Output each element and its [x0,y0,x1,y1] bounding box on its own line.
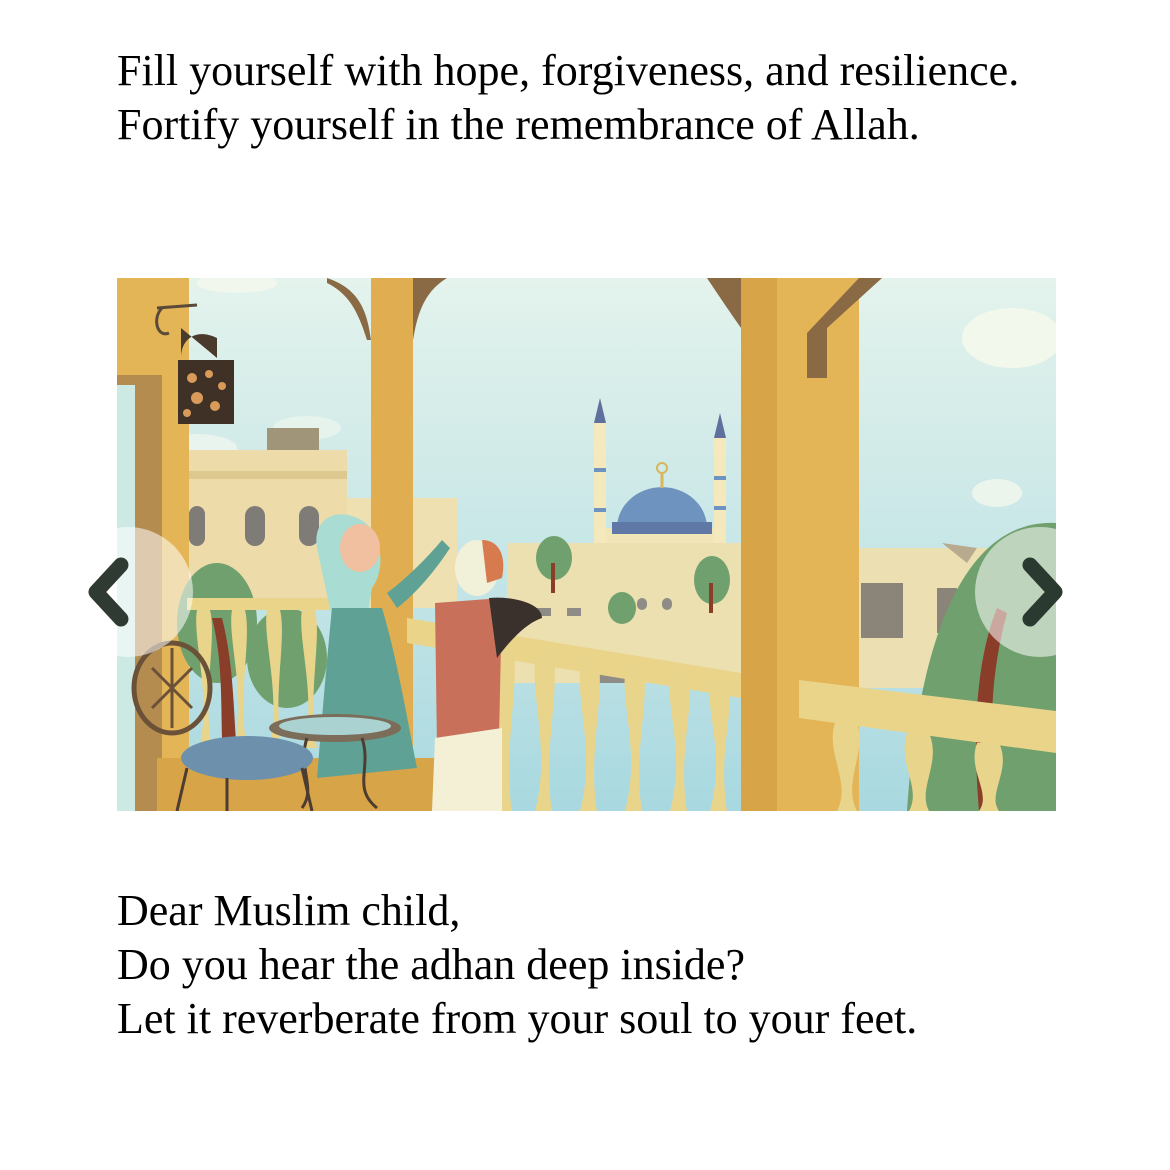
bottom-paragraph [117,884,1056,1046]
text-line-2: Fortify yourself in the remembrance of Allah. [117,100,920,149]
text-line-1: Fill yourself with hope, forgiveness, and resilience. [117,46,1020,95]
text-line-5: Let it reverberate from your soul to your feet. [117,994,918,1043]
previous-slide-button[interactable] [63,527,193,657]
text-line-4: Do you hear the adhan deep inside? [117,940,745,989]
next-slide-button[interactable] [975,527,1105,657]
chevron-right-icon [975,527,1105,657]
top-paragraph [117,44,1056,152]
chevron-left-icon [63,527,193,657]
image-carousel [117,278,1056,811]
text-line-3: Dear Muslim child, [117,886,461,935]
illustration-balcony-mosque [117,278,1056,811]
